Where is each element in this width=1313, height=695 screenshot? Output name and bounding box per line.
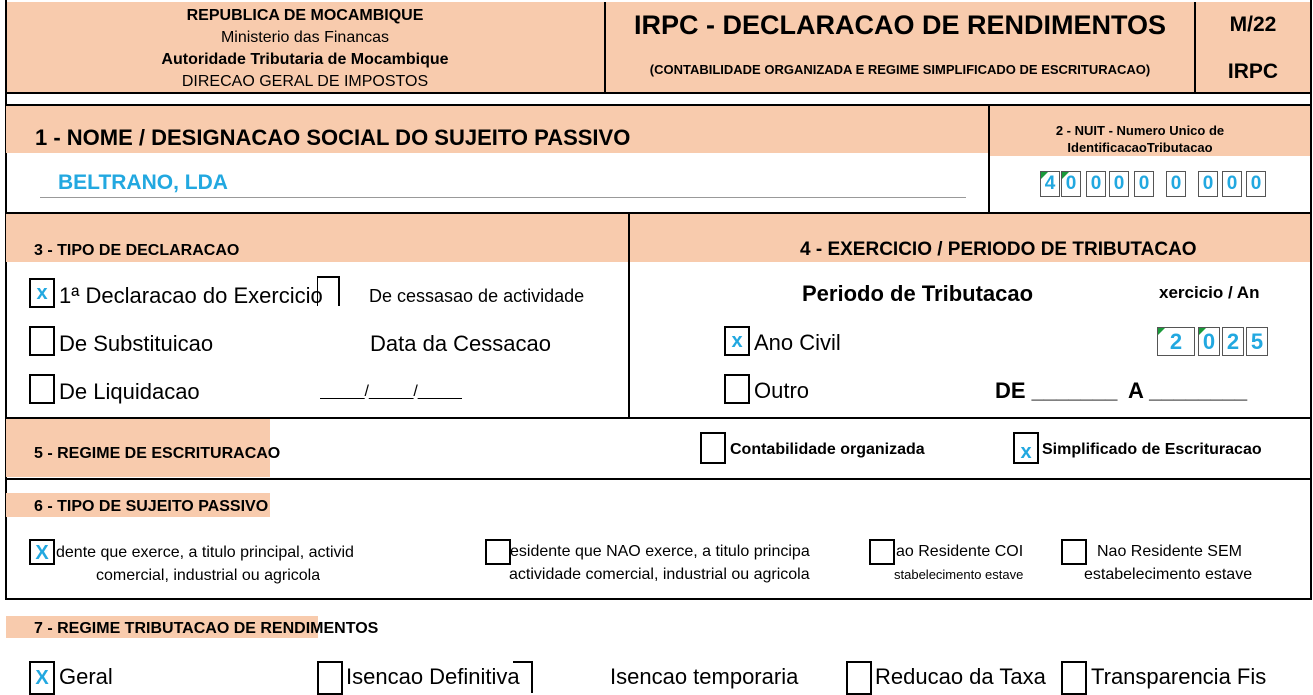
section4-title: 4 - EXERCICIO / PERIODO DE TRIBUTACAO (800, 239, 1197, 260)
taxpayer-name-underline (40, 197, 966, 198)
section3-divider (628, 212, 630, 418)
non-resident-without-pe-line2: estabelecimento estave (1084, 566, 1253, 583)
simplified-bookkeeping-label: Simplificado de Escrituracao (1042, 441, 1262, 458)
model-label: M/22 (1229, 13, 1277, 36)
definitive-exemption-label: Isencao Definitiva (346, 664, 520, 689)
definitive-exemption-checkbox[interactable] (317, 661, 343, 695)
general-regime-checkbox[interactable]: X (29, 661, 55, 695)
nuit-digit[interactable]: 0 (1222, 171, 1242, 197)
resident-main-activity-checkbox[interactable]: X (29, 539, 55, 565)
section1-title: 1 - NOME / DESIGNACAO SOCIAL DO SUJEITO PASSIVO (35, 125, 631, 150)
civil-year-label: Ano Civil (754, 330, 841, 355)
tax-label: IRPC (1227, 60, 1279, 83)
resident-main-activity-line1: dente que exerce, a titulo principal, activid (56, 544, 354, 561)
rate-reduction-checkbox[interactable] (846, 661, 872, 695)
organized-accounting-label: Contabilidade organizada (730, 441, 925, 458)
non-resident-with-pe-line2: stabelecimento estave (894, 567, 1024, 582)
section5-bottom-rule (5, 478, 1312, 480)
period-label: Periodo de Tributacao (802, 281, 1034, 306)
fiscal-transparency-checkbox[interactable] (1061, 661, 1087, 695)
republic-label: REPUBLICA DE MOCAMBIQUE (186, 7, 424, 24)
civil-year-checkbox[interactable]: x (724, 326, 750, 356)
nuit-title-line1: 2 - NUIT - Numero Unico de (1055, 123, 1225, 138)
other-period-checkbox[interactable] (724, 374, 750, 404)
temporary-exemption-label: Isencao temporaria (610, 664, 799, 689)
ministry-label: Ministerio das Financas (220, 29, 390, 46)
nuit-digit[interactable]: 0 (1134, 171, 1154, 197)
form-title: IRPC - DECLARACAO DE RENDIMENTOS (633, 10, 1167, 40)
taxpayer-name-value[interactable]: BELTRANO, LDA (58, 171, 228, 194)
section3-title: 3 - TIPO DE DECLARACAO (34, 242, 240, 259)
section6-bottom-rule (5, 598, 1312, 600)
nuit-title (990, 122, 1290, 156)
simplified-bookkeeping-checkbox[interactable]: x (1013, 432, 1039, 464)
period-from-field[interactable]: DE _______ (995, 378, 1118, 403)
section7-title: 7 - REGIME TRIBUTACAO DE RENDIMENTOS (34, 620, 379, 637)
general-regime-label: Geral (59, 664, 113, 689)
nuit-digit[interactable]: 4 (1040, 171, 1060, 197)
cessation-date-label: Data da Cessacao (370, 331, 551, 356)
non-resident-with-pe-line1: ao Residente COI (896, 543, 1024, 560)
section6-title: 6 - TIPO DE SUJEITO PASSIVO (34, 498, 269, 515)
year-digit[interactable]: 0 (1198, 327, 1220, 356)
authority-label: Autoridade Tributaria de Mocambique (161, 51, 449, 68)
year-digit[interactable]: 2 (1222, 327, 1244, 356)
non-resident-with-pe-checkbox[interactable] (869, 539, 895, 565)
nuit-digit[interactable]: 0 (1109, 171, 1129, 197)
resident-non-main-line2: actividade comercial, industrial ou agricola (509, 566, 810, 583)
year-digit[interactable]: 2 (1157, 327, 1195, 356)
year-digit[interactable]: 5 (1246, 327, 1268, 356)
first-declaration-label: 1ª Declaracao do Exercicio (59, 283, 323, 308)
nuit-digit[interactable]: 0 (1246, 171, 1266, 197)
substitution-checkbox[interactable] (29, 326, 55, 356)
year-label: xercicio / An (1159, 283, 1260, 302)
resident-main-activity-line2: comercial, industrial ou agricola (96, 567, 321, 584)
non-resident-without-pe-checkbox[interactable] (1061, 539, 1087, 565)
period-to-field[interactable]: A ________ (1128, 378, 1248, 403)
directorate-label: DIRECAO GERAL DE IMPOSTOS (181, 73, 429, 90)
nuit-digit[interactable]: 0 (1198, 171, 1218, 197)
definitive-exemption-box-right (513, 661, 533, 693)
section1-divider (988, 104, 990, 213)
first-declaration-box-right (317, 276, 340, 306)
right-border (1310, 0, 1312, 600)
fiscal-transparency-label: Transparencia Fis (1091, 664, 1267, 689)
substitution-label: De Substituicao (59, 331, 214, 356)
section5-title: 5 - REGIME DE ESCRITURACAO (34, 445, 281, 462)
nuit-digit[interactable]: 0 (1061, 171, 1081, 197)
nuit-title-line2: IdentificacaoTributacao (1067, 140, 1213, 155)
resident-non-main-line1: esidente que NAO exerce, a titulo principa (510, 543, 810, 560)
cessation-label: De cessasao de actividade (369, 286, 585, 306)
first-declaration-checkbox[interactable]: x (29, 278, 55, 308)
organized-accounting-checkbox[interactable] (700, 432, 726, 464)
form-subtitle: (CONTABILIDADE ORGANIZADA E REGIME SIMPLIFICADO DE ESCRITURACAO) (649, 62, 1151, 77)
authority-block (6, 5, 604, 93)
nuit-digit[interactable]: 0 (1086, 171, 1106, 197)
cessation-date-field[interactable]: _____/_____/_____ (320, 383, 463, 400)
liquidation-checkbox[interactable] (29, 374, 55, 404)
other-period-label: Outro (754, 378, 810, 403)
non-resident-without-pe-line1: Nao Residente SEM (1097, 543, 1242, 560)
resident-non-main-checkbox[interactable] (485, 539, 511, 565)
nuit-digit[interactable]: 0 (1166, 171, 1186, 197)
liquidation-label: De Liquidacao (59, 379, 200, 404)
rate-reduction-label: Reducao da Taxa (875, 664, 1046, 689)
